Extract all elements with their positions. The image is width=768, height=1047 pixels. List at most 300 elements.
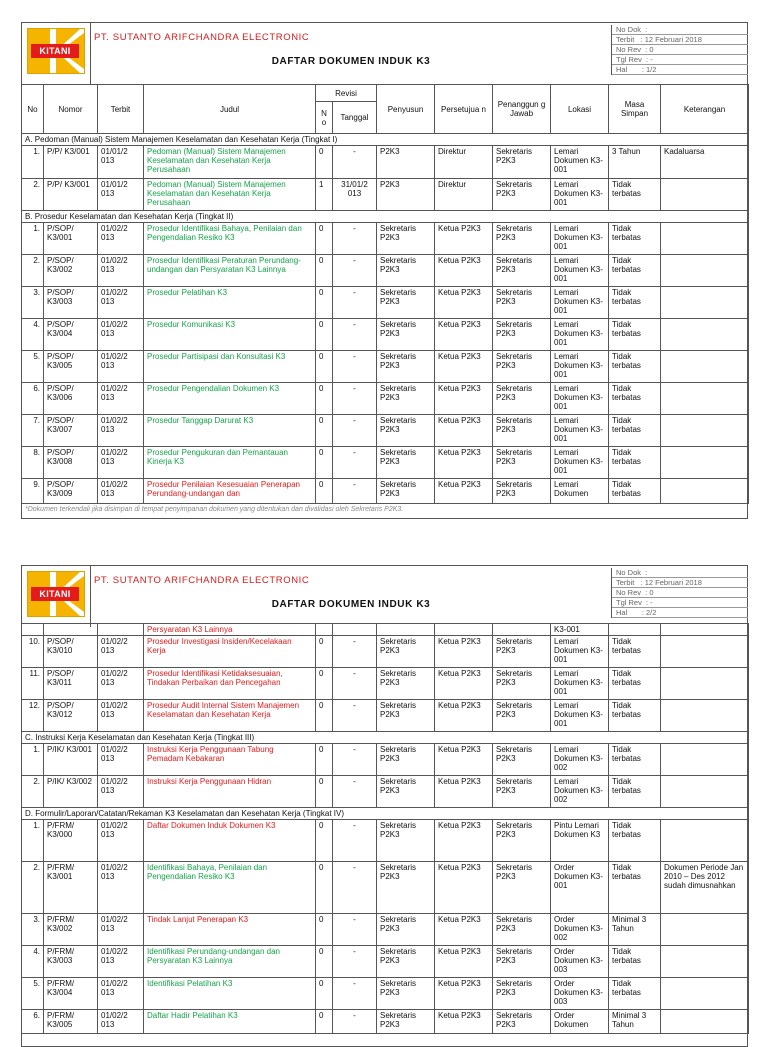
cell-masa-simpan: Tidak terbatas: [609, 287, 661, 319]
cell-rev-no: 0: [316, 255, 333, 287]
cell-tanggal: -: [333, 820, 377, 862]
cell-no: 2.: [22, 862, 44, 914]
cell-penyusun: Sekretaris P2K3: [377, 447, 435, 479]
cell-terbit: 01/02/2 013: [98, 862, 144, 914]
cell-rev-no: 0: [316, 319, 333, 351]
cell-penanggung-jawab: Sekretaris P2K3: [493, 946, 551, 978]
cell-keterangan: [661, 1010, 749, 1034]
cell-masa-simpan: [609, 624, 661, 636]
table-row: [22, 636, 749, 668]
cell-nomor: P/FRM/ K3/002: [44, 914, 98, 946]
table-row: [22, 179, 749, 211]
cell-no: 12.: [22, 700, 44, 732]
cell-masa-simpan: Tidak terbatas: [609, 255, 661, 287]
cell-penyusun: Sekretaris P2K3: [377, 700, 435, 732]
document-title: DAFTAR DOKUMEN INDUK K3: [271, 599, 431, 610]
cell-judul: Prosedur Identifikasi Bahaya, Penilaian dan Pengendalian Resiko K3: [144, 223, 316, 255]
cell-no: 9.: [22, 479, 44, 504]
page-header: [21, 565, 748, 627]
cell-nomor: P/SOP/ K3/003: [44, 287, 98, 319]
cell-no: 5.: [22, 351, 44, 383]
cell-tanggal: -: [333, 351, 377, 383]
cell-no: 1.: [22, 223, 44, 255]
cell-persetujuan: Ketua P2K3: [435, 946, 493, 978]
cell-terbit: 01/02/2 013: [98, 383, 144, 415]
cell-keterangan: [661, 624, 749, 636]
cell-penanggung-jawab: Sekretaris P2K3: [493, 776, 551, 808]
cell-no: 5.: [22, 978, 44, 1010]
cell-tanggal: -: [333, 946, 377, 978]
cell-persetujuan: Ketua P2K3: [435, 862, 493, 914]
cell-terbit: 01/02/2 013: [98, 255, 144, 287]
cell-penyusun: Sekretaris P2K3: [377, 978, 435, 1010]
cell-judul: Instruksi Kerja Penggunaan Hidran: [144, 776, 316, 808]
page-header: [21, 22, 748, 84]
cell-keterangan: [661, 820, 749, 862]
cell-keterangan: [661, 479, 749, 504]
cell-tanggal: -: [333, 479, 377, 504]
cell-no: 3.: [22, 287, 44, 319]
cell-rev-no: 0: [316, 668, 333, 700]
table-row: [22, 415, 749, 447]
cell-persetujuan: Ketua P2K3: [435, 1010, 493, 1034]
cell-penyusun: Sekretaris P2K3: [377, 636, 435, 668]
table-row: [22, 624, 749, 636]
cell-nomor: P/SOP/ K3/004: [44, 319, 98, 351]
meta-tgl-rev: Tgl Rev : -: [612, 598, 748, 608]
cell-judul: Persyaratan K3 Lainnya: [144, 624, 316, 636]
cell-persetujuan: Ketua P2K3: [435, 287, 493, 319]
cell-lokasi: Lemari Dokumen K3-001: [551, 351, 609, 383]
meta-tgl-rev: Tgl Rev : -: [612, 55, 748, 65]
cell-lokasi: Lemari Dokumen K3-001: [551, 287, 609, 319]
cell-penanggung-jawab: Sekretaris P2K3: [493, 223, 551, 255]
cell-nomor: P/IK/ K3/002: [44, 776, 98, 808]
cell-masa-simpan: Tidak terbatas: [609, 383, 661, 415]
cell-keterangan: [661, 447, 749, 479]
table-row: [22, 776, 749, 808]
table-row: [22, 744, 749, 776]
cell-judul: Prosedur Penilaian Kesesuaian Penerapan Perundang-undangan dan: [144, 479, 316, 504]
cell-persetujuan: Ketua P2K3: [435, 700, 493, 732]
cell-penanggung-jawab: Sekretaris P2K3: [493, 447, 551, 479]
cell-lokasi: Lemari Dokumen K3-001: [551, 383, 609, 415]
cell-keterangan: Kadaluarsa: [661, 146, 749, 179]
cell-masa-simpan: Tidak terbatas: [609, 636, 661, 668]
cell-tanggal: -: [333, 319, 377, 351]
cell-keterangan: [661, 668, 749, 700]
cell-no: 2.: [22, 179, 44, 211]
cell-nomor: [44, 624, 98, 636]
section-row: [22, 732, 749, 744]
cell-keterangan: Dokumen Periode Jan 2010 – Des 2012 sudah dimusnahkan: [661, 862, 749, 914]
cell-persetujuan: Ketua P2K3: [435, 351, 493, 383]
cell-tanggal: [333, 624, 377, 636]
cell-terbit: 01/02/2 013: [98, 351, 144, 383]
cell-penanggung-jawab: Sekretaris P2K3: [493, 978, 551, 1010]
cell-tanggal: -: [333, 287, 377, 319]
cell-lokasi: Lemari Dokumen K3-001: [551, 636, 609, 668]
table-row: [22, 223, 749, 255]
cell-rev-no: 0: [316, 146, 333, 179]
cell-terbit: 01/02/2 013: [98, 744, 144, 776]
cell-penanggung-jawab: Sekretaris P2K3: [493, 287, 551, 319]
cell-penyusun: Sekretaris P2K3: [377, 479, 435, 504]
cell-terbit: 01/02/2 013: [98, 978, 144, 1010]
document-page-2: [21, 565, 748, 1035]
table-body-page-2: [22, 624, 749, 1034]
cell-lokasi: K3-001: [551, 624, 609, 636]
cell-rev-no: 0: [316, 287, 333, 319]
cell-persetujuan: Ketua P2K3: [435, 479, 493, 504]
cell-keterangan: [661, 700, 749, 732]
cell-nomor: P/SOP/ K3/005: [44, 351, 98, 383]
cell-penyusun: Sekretaris P2K3: [377, 1010, 435, 1034]
cell-persetujuan: Ketua P2K3: [435, 636, 493, 668]
cell-penyusun: Sekretaris P2K3: [377, 223, 435, 255]
logo-text: KITANI: [31, 44, 79, 58]
cell-no: 8.: [22, 447, 44, 479]
cell-rev-no: 0: [316, 223, 333, 255]
cell-judul: Daftar Dokumen Induk Dokumen K3: [144, 820, 316, 862]
cell-penanggung-jawab: Sekretaris P2K3: [493, 415, 551, 447]
cell-persetujuan: Ketua P2K3: [435, 744, 493, 776]
cell-masa-simpan: Tidak terbatas: [609, 668, 661, 700]
company-name: PT. SUTANTO ARIFCHANDRA ELECTRONIC: [94, 32, 310, 43]
cell-masa-simpan: Tidak terbatas: [609, 862, 661, 914]
cell-persetujuan: [435, 624, 493, 636]
cell-persetujuan: Ketua P2K3: [435, 776, 493, 808]
cell-nomor: P/SOP/ K3/011: [44, 668, 98, 700]
cell-penanggung-jawab: Sekretaris P2K3: [493, 479, 551, 504]
cell-nomor: P/IK/ K3/001: [44, 744, 98, 776]
cell-keterangan: [661, 946, 749, 978]
cell-persetujuan: Ketua P2K3: [435, 668, 493, 700]
cell-keterangan: [661, 383, 749, 415]
cell-lokasi: Order Dokumen: [551, 1010, 609, 1034]
cell-rev-no: 0: [316, 383, 333, 415]
cell-rev-no: 0: [316, 1010, 333, 1034]
cell-masa-simpan: Tidak terbatas: [609, 479, 661, 504]
header-divider: [90, 22, 91, 84]
cell-terbit: 01/02/2 013: [98, 223, 144, 255]
cell-penanggung-jawab: Sekretaris P2K3: [493, 179, 551, 211]
cell-masa-simpan: Tidak terbatas: [609, 415, 661, 447]
cell-penyusun: P2K3: [377, 179, 435, 211]
cell-judul: Prosedur Komunikasi K3: [144, 319, 316, 351]
col-header-terbit: Terbit: [98, 85, 144, 134]
cell-keterangan: [661, 978, 749, 1010]
cell-keterangan: [661, 914, 749, 946]
cell-judul: Pedoman (Manual) Sistem Manajemen Keselamatan dan Kesehatan Kerja Perusahaan: [144, 146, 316, 179]
cell-masa-simpan: Tidak terbatas: [609, 319, 661, 351]
col-header-penyusun: Penyusun: [377, 85, 435, 134]
col-header-lokasi: Lokasi: [551, 85, 609, 134]
cell-terbit: 01/02/2 013: [98, 820, 144, 862]
cell-masa-simpan: Tidak terbatas: [609, 351, 661, 383]
cell-lokasi: Order Dokumen K3-003: [551, 946, 609, 978]
cell-rev-no: 0: [316, 700, 333, 732]
cell-no: 2.: [22, 255, 44, 287]
logo-text: KITANI: [31, 587, 79, 601]
cell-nomor: P/SOP/ K3/009: [44, 479, 98, 504]
cell-nomor: P/FRM/ K3/005: [44, 1010, 98, 1034]
cell-penyusun: Sekretaris P2K3: [377, 820, 435, 862]
cell-keterangan: [661, 636, 749, 668]
section-title: A. Pedoman (Manual) Sistem Manajemen Keselamatan dan Kesehatan Kerja (Tingkat I): [22, 134, 749, 146]
cell-no: 6.: [22, 383, 44, 415]
cell-lokasi: Lemari Dokumen K3-002: [551, 776, 609, 808]
cell-rev-no: 0: [316, 479, 333, 504]
cell-terbit: 01/02/2 013: [98, 636, 144, 668]
cell-no: 1.: [22, 146, 44, 179]
section-row: [22, 134, 749, 146]
cell-keterangan: [661, 351, 749, 383]
section-title: B. Prosedur Keselamatan dan Kesehatan Kerja (Tingkat II): [22, 211, 749, 223]
cell-masa-simpan: Tidak terbatas: [609, 700, 661, 732]
cell-penyusun: Sekretaris P2K3: [377, 776, 435, 808]
cell-no: 1.: [22, 744, 44, 776]
cell-lokasi: Lemari Dokumen K3-001: [551, 668, 609, 700]
cell-tanggal: -: [333, 700, 377, 732]
col-header-keterangan: Keterangan: [661, 85, 749, 134]
cell-tanggal: -: [333, 1010, 377, 1034]
cell-tanggal: -: [333, 636, 377, 668]
cell-penyusun: Sekretaris P2K3: [377, 319, 435, 351]
cell-penanggung-jawab: Sekretaris P2K3: [493, 146, 551, 179]
cell-judul: Prosedur Tanggap Darurat K3: [144, 415, 316, 447]
col-header-rev-no: N o: [316, 102, 333, 134]
table-row: [22, 668, 749, 700]
cell-lokasi: Lemari Dokumen K3-001: [551, 700, 609, 732]
cell-rev-no: 0: [316, 914, 333, 946]
cell-nomor: P/P/ K3/001: [44, 146, 98, 179]
cell-penanggung-jawab: Sekretaris P2K3: [493, 862, 551, 914]
section-title: C. Instruksi Kerja Keselamatan dan Kesehatan Kerja (Tingkat III): [22, 732, 749, 744]
cell-penyusun: Sekretaris P2K3: [377, 287, 435, 319]
cell-no: 4.: [22, 319, 44, 351]
cell-nomor: P/SOP/ K3/001: [44, 223, 98, 255]
cell-nomor: P/SOP/ K3/008: [44, 447, 98, 479]
meta-hal: Hal : 1/2: [612, 65, 748, 75]
cell-persetujuan: Direktur: [435, 146, 493, 179]
cell-terbit: [98, 624, 144, 636]
cell-judul: Prosedur Pengendalian Dokumen K3: [144, 383, 316, 415]
cell-terbit: 01/02/2 013: [98, 776, 144, 808]
cell-rev-no: 0: [316, 447, 333, 479]
cell-rev-no: 0: [316, 820, 333, 862]
cell-tanggal: -: [333, 383, 377, 415]
cell-lokasi: Lemari Dokumen K3-002: [551, 744, 609, 776]
cell-terbit: 01/02/2 013: [98, 914, 144, 946]
cell-penanggung-jawab: Sekretaris P2K3: [493, 383, 551, 415]
col-header-judul: Judul: [144, 85, 316, 134]
document-meta: [611, 568, 748, 618]
cell-terbit: 01/02/2 013: [98, 287, 144, 319]
cell-penyusun: [377, 624, 435, 636]
cell-masa-simpan: Tidak terbatas: [609, 179, 661, 211]
cell-lokasi: Pintu Lemari Dokumen K3: [551, 820, 609, 862]
cell-keterangan: [661, 319, 749, 351]
section-title: D. Formulir/Laporan/Catatan/Rekaman K3 Keselamatan dan Kesehatan Kerja (Tingkat IV): [22, 808, 749, 820]
cell-nomor: P/FRM/ K3/000: [44, 820, 98, 862]
table-row: [22, 479, 749, 504]
cell-judul: Daftar Hadir Pelatihan K3: [144, 1010, 316, 1034]
cell-keterangan: [661, 776, 749, 808]
cell-keterangan: [661, 223, 749, 255]
cell-persetujuan: Direktur: [435, 179, 493, 211]
cell-tanggal: -: [333, 668, 377, 700]
cell-persetujuan: Ketua P2K3: [435, 383, 493, 415]
cell-no: 6.: [22, 1010, 44, 1034]
cell-terbit: 01/02/2 013: [98, 946, 144, 978]
cell-lokasi: Lemari Dokumen K3-001: [551, 146, 609, 179]
cell-no: 2.: [22, 776, 44, 808]
cell-keterangan: [661, 415, 749, 447]
cell-penanggung-jawab: [493, 624, 551, 636]
cell-terbit: 01/02/2 013: [98, 668, 144, 700]
cell-judul: Identifikasi Bahaya, Penilaian dan Pengendalian Resiko K3: [144, 862, 316, 914]
cell-penanggung-jawab: Sekretaris P2K3: [493, 1010, 551, 1034]
table-row: [22, 978, 749, 1010]
cell-persetujuan: Ketua P2K3: [435, 820, 493, 862]
cell-rev-no: 0: [316, 946, 333, 978]
cell-keterangan: [661, 744, 749, 776]
cell-judul: Identifikasi Perundang-undangan dan Persyaratan K3 Lainnya: [144, 946, 316, 978]
cell-no: 3.: [22, 914, 44, 946]
cell-nomor: P/FRM/ K3/003: [44, 946, 98, 978]
cell-lokasi: Lemari Dokumen K3-001: [551, 255, 609, 287]
col-header-tanggal: Tanggal: [333, 102, 377, 134]
cell-tanggal: -: [333, 744, 377, 776]
meta-no-rev: No Rev : 0: [612, 588, 748, 598]
cell-nomor: P/SOP/ K3/006: [44, 383, 98, 415]
cell-tanggal: -: [333, 776, 377, 808]
cell-judul: Instruksi Kerja Penggunaan Tabung Pemadam Kebakaran: [144, 744, 316, 776]
cell-tanggal: -: [333, 914, 377, 946]
cell-masa-simpan: Minimal 3 Tahun: [609, 1010, 661, 1034]
cell-lokasi: Lemari Dokumen K3-001: [551, 415, 609, 447]
section-row: [22, 211, 749, 223]
cell-judul: Prosedur Pengukuran dan Pemantauan Kinerja K3: [144, 447, 316, 479]
cell-tanggal: -: [333, 255, 377, 287]
meta-terbit: Terbit : 12 Februari 2018: [612, 35, 748, 45]
col-header-no: No: [22, 85, 44, 134]
table-body-page-1: [22, 134, 749, 504]
cell-no: 11.: [22, 668, 44, 700]
cell-terbit: 01/02/2 013: [98, 319, 144, 351]
cell-penanggung-jawab: Sekretaris P2K3: [493, 668, 551, 700]
cell-judul: Prosedur Identifikasi Ketidaksesuaian, Tindakan Perbaikan dan Pencegahan: [144, 668, 316, 700]
table-row: [22, 1010, 749, 1034]
cell-nomor: P/FRM/ K3/004: [44, 978, 98, 1010]
section-row: [22, 808, 749, 820]
table-row: [22, 319, 749, 351]
cell-judul: Prosedur Identifikasi Peraturan Perundang-undangan dan Persyaratan K3 Lainnya: [144, 255, 316, 287]
company-name: PT. SUTANTO ARIFCHANDRA ELECTRONIC: [94, 575, 310, 586]
cell-rev-no: 0: [316, 978, 333, 1010]
cell-lokasi: Order Dokumen K3-003: [551, 978, 609, 1010]
cell-keterangan: [661, 287, 749, 319]
document-page-1: [21, 22, 748, 519]
cell-masa-simpan: Tidak terbatas: [609, 744, 661, 776]
meta-no-rev: No Rev : 0: [612, 45, 748, 55]
cell-penanggung-jawab: Sekretaris P2K3: [493, 255, 551, 287]
cell-nomor: P/SOP/ K3/002: [44, 255, 98, 287]
cell-no: 1.: [22, 820, 44, 862]
cell-judul: Pedoman (Manual) Sistem Manajemen Keselamatan dan Kesehatan Kerja Perusahaan: [144, 179, 316, 211]
cell-tanggal: -: [333, 415, 377, 447]
cell-lokasi: Lemari Dokumen K3-001: [551, 319, 609, 351]
cell-masa-simpan: Tidak terbatas: [609, 776, 661, 808]
cell-rev-no: 0: [316, 351, 333, 383]
cell-rev-no: [316, 624, 333, 636]
cell-penanggung-jawab: Sekretaris P2K3: [493, 319, 551, 351]
document-meta: [611, 25, 748, 75]
col-header-penanggung-jawab: Penanggun g Jawab: [493, 85, 551, 134]
cell-judul: Tindak Lanjut Penerapan K3: [144, 914, 316, 946]
cell-terbit: 01/02/2 013: [98, 1010, 144, 1034]
cell-judul: Identifikasi Pelatihan K3: [144, 978, 316, 1010]
cell-penyusun: Sekretaris P2K3: [377, 383, 435, 415]
meta-no-dok: No Dok :: [612, 25, 748, 35]
cell-penyusun: P2K3: [377, 146, 435, 179]
cell-persetujuan: Ketua P2K3: [435, 223, 493, 255]
cell-rev-no: 1: [316, 179, 333, 211]
cell-penyusun: Sekretaris P2K3: [377, 668, 435, 700]
cell-penanggung-jawab: Sekretaris P2K3: [493, 914, 551, 946]
cell-penyusun: Sekretaris P2K3: [377, 351, 435, 383]
col-header-revisi: Revisi: [316, 85, 377, 102]
cell-penyusun: Sekretaris P2K3: [377, 744, 435, 776]
cell-penanggung-jawab: Sekretaris P2K3: [493, 351, 551, 383]
cell-tanggal: -: [333, 447, 377, 479]
table-row: [22, 914, 749, 946]
cell-lokasi: Lemari Dokumen: [551, 479, 609, 504]
cell-nomor: P/SOP/ K3/012: [44, 700, 98, 732]
cell-persetujuan: Ketua P2K3: [435, 255, 493, 287]
cell-nomor: P/FRM/ K3/001: [44, 862, 98, 914]
cell-terbit: 01/01/2 013: [98, 179, 144, 211]
table-row: [22, 255, 749, 287]
col-header-persetujuan: Persetujua n: [435, 85, 493, 134]
cell-terbit: 01/02/2 013: [98, 447, 144, 479]
cell-terbit: 01/02/2 013: [98, 700, 144, 732]
footer-note: *Dokumen terkendali jika disimpan di tempat penyimpanan dokumen yang ditentukan dan divalidasi oleh Sekretaris P2K3.: [25, 506, 404, 513]
cell-keterangan: [661, 179, 749, 211]
cell-tanggal: -: [333, 223, 377, 255]
cell-masa-simpan: Minimal 3 Tahun: [609, 914, 661, 946]
col-header-masa-simpan: Masa Simpan: [609, 85, 661, 134]
table-row: [22, 862, 749, 914]
cell-masa-simpan: Tidak terbatas: [609, 946, 661, 978]
company-logo: [27, 571, 85, 617]
header-divider: [90, 565, 91, 627]
cell-masa-simpan: Tidak terbatas: [609, 223, 661, 255]
cell-penyusun: Sekretaris P2K3: [377, 946, 435, 978]
company-logo: [27, 28, 85, 74]
cell-no: 4.: [22, 946, 44, 978]
document-title: DAFTAR DOKUMEN INDUK K3: [271, 56, 431, 67]
table-row: [22, 946, 749, 978]
table-row: [22, 287, 749, 319]
meta-hal: Hal : 2/2: [612, 608, 748, 618]
cell-nomor: P/P/ K3/001: [44, 179, 98, 211]
col-header-nomor: Nomor: [44, 85, 98, 134]
cell-nomor: P/SOP/ K3/007: [44, 415, 98, 447]
cell-judul: Prosedur Audit Internal Sistem Manajemen Keselamatan dan Kesehatan Kerja: [144, 700, 316, 732]
meta-terbit: Terbit : 12 Februari 2018: [612, 578, 748, 588]
